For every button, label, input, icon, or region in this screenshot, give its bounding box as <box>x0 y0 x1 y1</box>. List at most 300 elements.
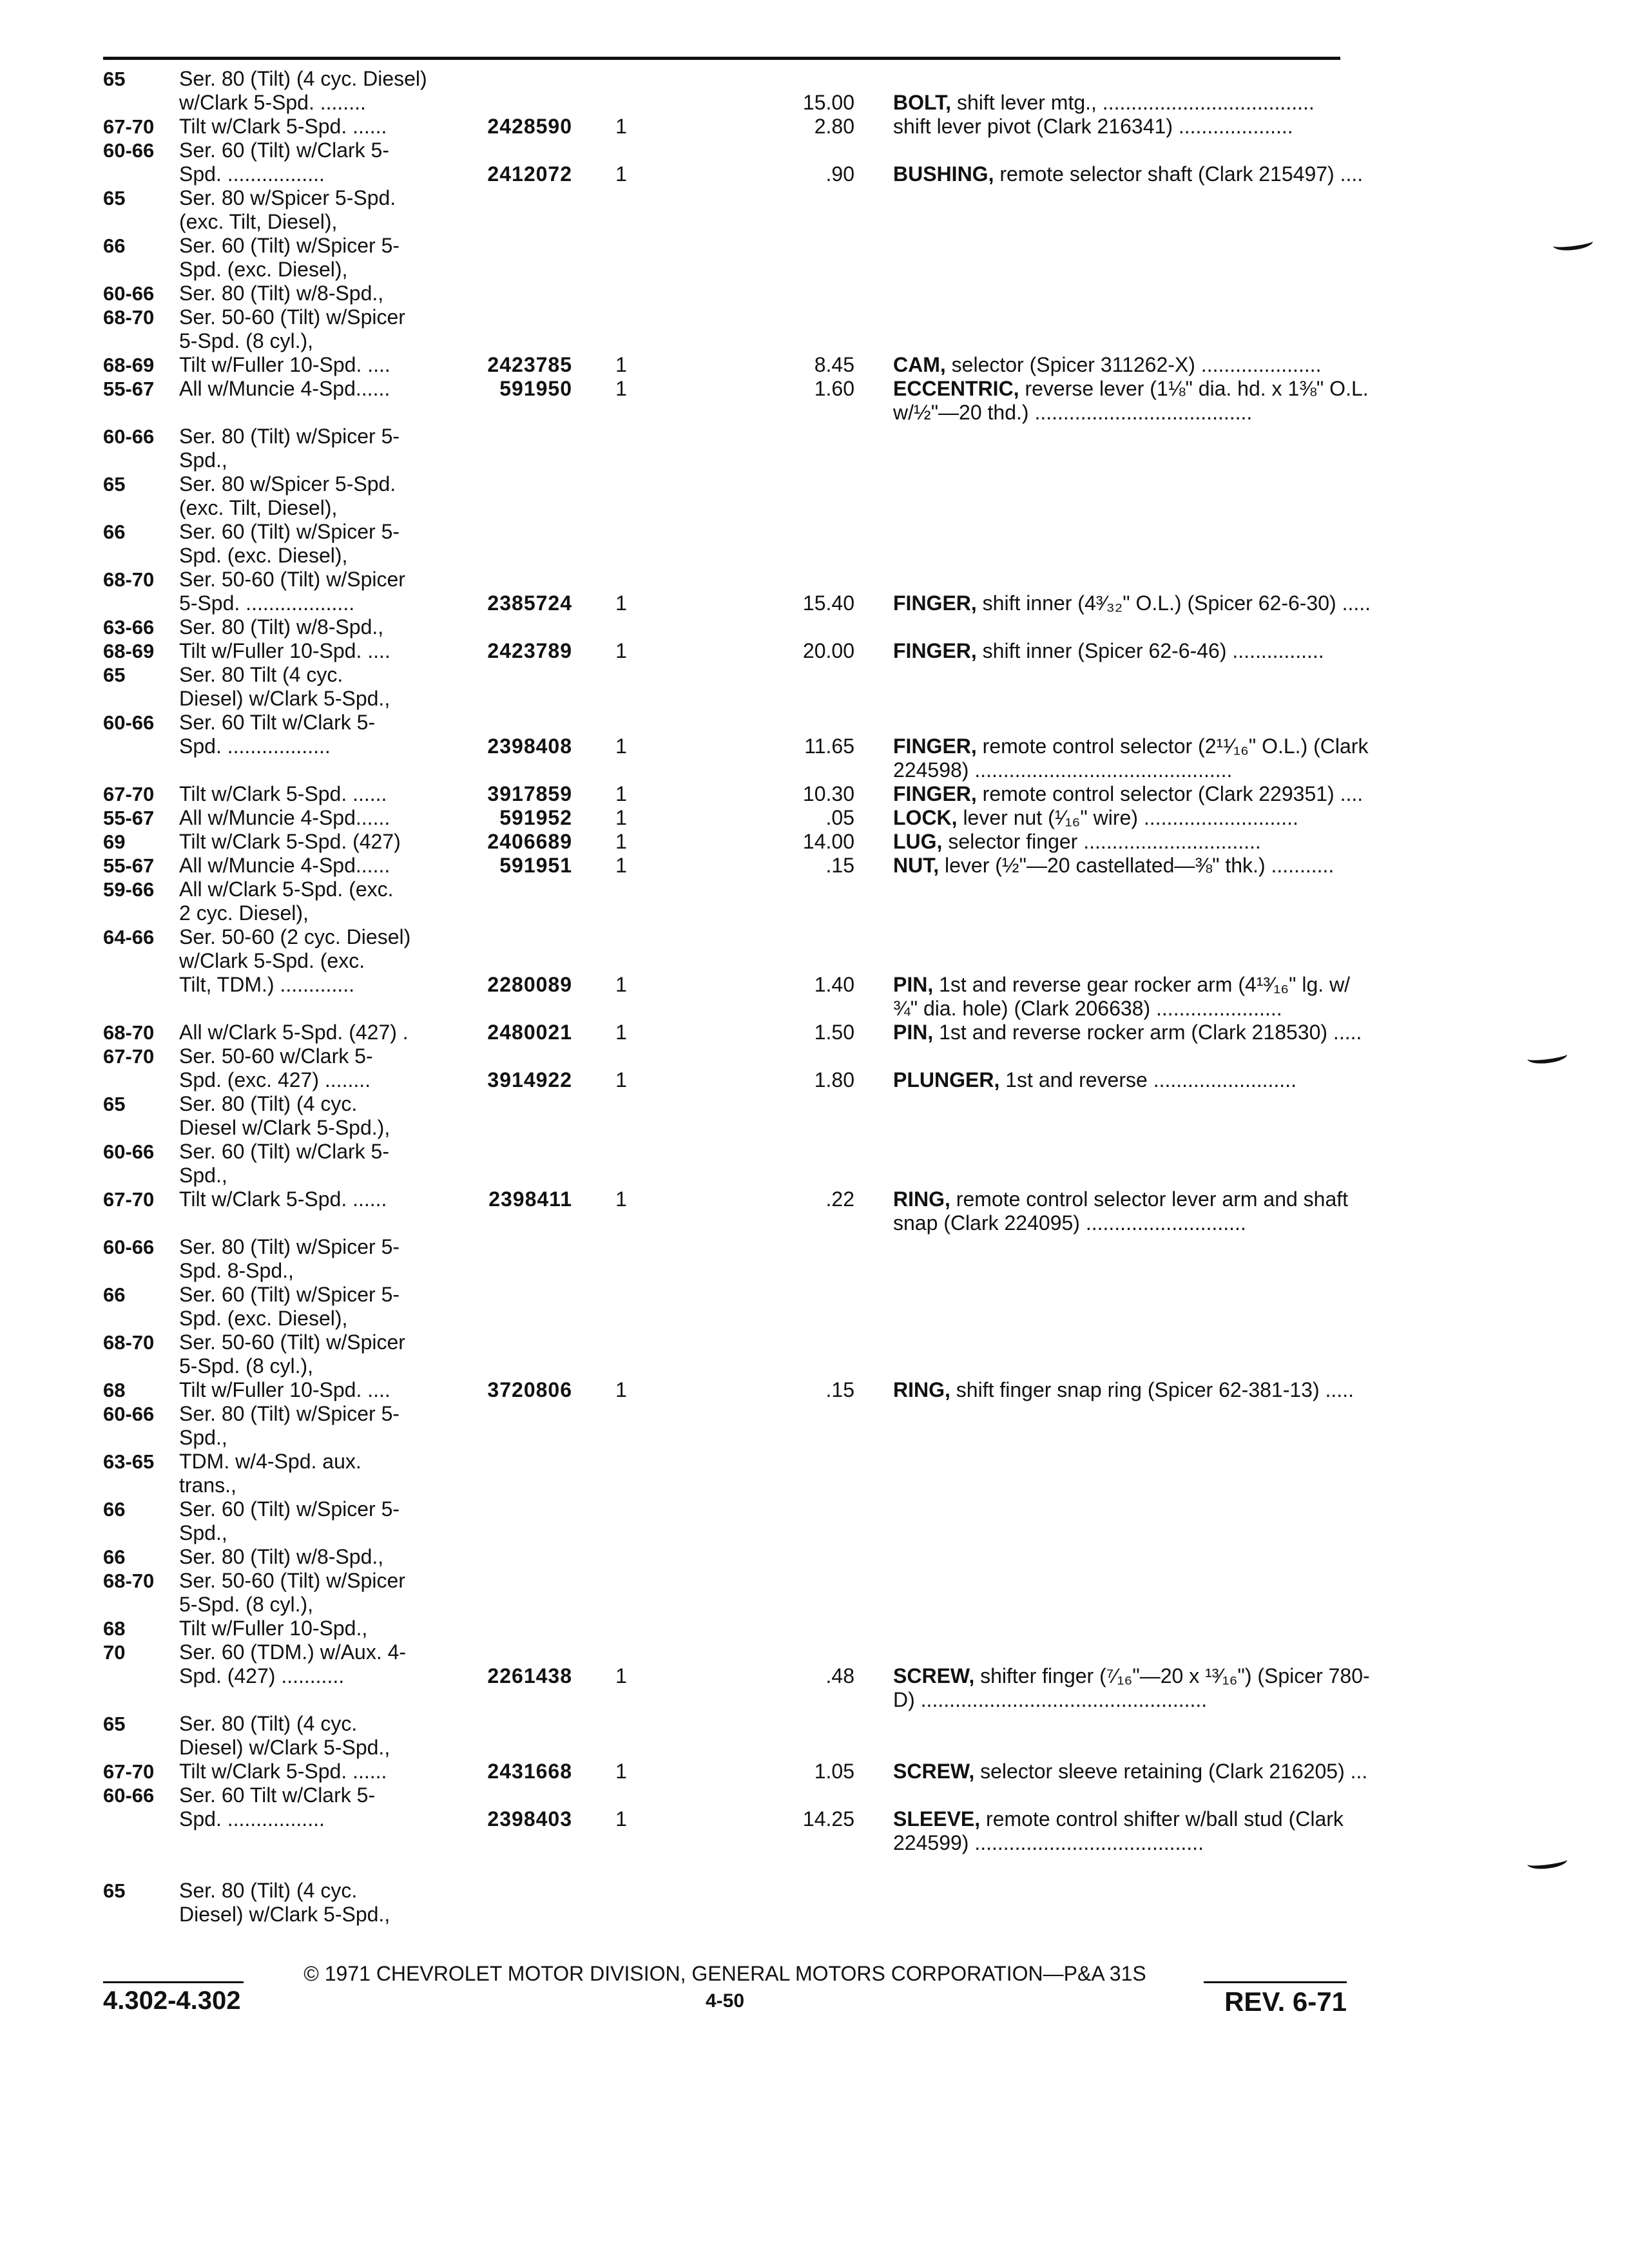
quantity-cell: 1 <box>615 639 627 662</box>
quantity-cell: 1 <box>615 1807 627 1831</box>
table-row <box>103 472 1353 496</box>
part-number-cell: 2398411 <box>488 1187 572 1211</box>
binder-mark <box>1527 1048 1568 1066</box>
description-cell <box>893 1831 1446 1855</box>
application-cell: trans., <box>179 1474 236 1497</box>
application-cell: Tilt w/Fuller 10-Spd. .... <box>179 639 390 662</box>
year-cell: 60-66 <box>103 1784 155 1807</box>
description-cell <box>893 735 1446 758</box>
table-row <box>103 1593 1353 1617</box>
part-description: snap (Clark 224095) ............................ <box>893 1211 1246 1235</box>
quantity-cell: 1 <box>615 1760 627 1783</box>
description-cell <box>893 806 1446 830</box>
part-description: shift lever pivot (Clark 216341) .................... <box>893 115 1293 138</box>
year-cell: 68-70 <box>103 1331 155 1354</box>
description-cell <box>893 353 1446 377</box>
table-row <box>103 1068 1353 1092</box>
part-description: reverse lever (1⅛" dia. hd. x 1⅜" O.L. <box>1019 377 1369 400</box>
application-cell: Ser. 80 (Tilt) w/Spicer 5- <box>179 1402 400 1425</box>
part-number-cell: 2480021 <box>487 1021 572 1044</box>
year-cell: 60-66 <box>103 1236 155 1258</box>
application-cell: Spd. (exc. Diesel), <box>179 1307 348 1330</box>
part-name: RING, <box>893 1187 950 1211</box>
part-description: shift inner (Spicer 62-6-46) ................ <box>976 639 1324 662</box>
year-cell: 68-70 <box>103 306 155 329</box>
application-cell: Ser. 80 (Tilt) w/Spicer 5- <box>179 425 400 448</box>
quantity-cell: 1 <box>615 377 627 400</box>
table-row <box>103 1497 1353 1521</box>
part-number-cell: 2428590 <box>487 115 572 138</box>
table-row <box>103 1879 1353 1903</box>
section-number: 4.302-4.302 <box>103 1986 241 2015</box>
application-cell: Spd., <box>179 1164 227 1187</box>
year-cell: 55-67 <box>103 854 155 877</box>
table-row <box>103 1474 1353 1497</box>
part-name: FINGER, <box>893 735 977 758</box>
part-number-cell: 2261438 <box>487 1664 572 1687</box>
table-row <box>103 1235 1353 1259</box>
table-row <box>103 1831 1353 1855</box>
description-cell <box>893 758 1446 782</box>
quantity-cell: 1 <box>615 1068 627 1091</box>
quantity-cell: 1 <box>615 806 627 829</box>
part-name: FINGER, <box>893 639 977 662</box>
application-cell: Tilt, TDM.) ............. <box>179 973 354 996</box>
part-number-cell: 2385724 <box>487 591 572 615</box>
year-cell: 65 <box>103 68 126 90</box>
year-cell: 70 <box>103 1641 126 1664</box>
year-cell: 65 <box>103 1713 126 1735</box>
table-row <box>103 67 1353 91</box>
application-cell: Ser. 80 (Tilt) (4 cyc. <box>179 1092 358 1115</box>
price-cell: .15 <box>825 1378 854 1401</box>
table-row <box>103 949 1353 973</box>
description-cell <box>893 830 1446 854</box>
binder-mark <box>1552 235 1594 253</box>
application-cell: Ser. 60 (Tilt) w/Spicer 5- <box>179 520 400 543</box>
year-cell: 66 <box>103 1283 126 1306</box>
part-name: SCREW, <box>893 1760 975 1783</box>
table-row <box>103 997 1353 1021</box>
year-cell: 63-65 <box>103 1450 155 1473</box>
table-row <box>103 1211 1353 1235</box>
table-row <box>103 1640 1353 1664</box>
part-name: ECCENTRIC, <box>893 377 1019 400</box>
application-cell: Ser. 80 (Tilt) w/8-Spd., <box>179 1545 384 1568</box>
table-row <box>103 162 1364 186</box>
table-row <box>103 806 1353 830</box>
application-cell: Ser. 80 w/Spicer 5-Spd. <box>179 186 396 209</box>
year-cell: 66 <box>103 235 126 257</box>
year-cell: 67-70 <box>103 1045 155 1068</box>
description-cell <box>893 997 1446 1021</box>
part-name: PIN, <box>893 1021 934 1044</box>
part-name: NUT, <box>893 854 940 877</box>
part-description: 224598) ............................................. <box>893 758 1233 782</box>
year-cell: 68 <box>103 1379 126 1401</box>
application-cell: w/Clark 5-Spd. ........ <box>179 91 366 114</box>
application-cell: Ser. 60 (TDM.) w/Aux. 4- <box>179 1640 407 1664</box>
part-description: remote control shifter w/ball stud (Clark <box>980 1807 1344 1831</box>
application-cell: Diesel w/Clark 5-Spd.), <box>179 1116 390 1139</box>
part-description: selector (Spicer 311262-X) ..................... <box>945 353 1322 376</box>
part-name: BUSHING, <box>893 162 994 186</box>
application-cell: Diesel) w/Clark 5-Spd., <box>179 1736 390 1759</box>
table-row <box>103 973 1353 997</box>
application-cell: Spd. (exc. Diesel), <box>179 258 348 281</box>
year-cell: 67-70 <box>103 1188 155 1211</box>
price-cell: .05 <box>825 806 854 829</box>
page-footer <box>103 1962 1347 2039</box>
table-row <box>103 448 1353 472</box>
parts-list <box>103 67 1371 1927</box>
part-description: ¾" dia. hole) (Clark 206638) ...................... <box>893 997 1282 1020</box>
table-row <box>103 425 1353 448</box>
table-row <box>103 1354 1353 1378</box>
table-row <box>103 1736 1353 1760</box>
quantity-cell: 1 <box>615 735 627 758</box>
application-cell: 5-Spd. ................... <box>179 591 355 615</box>
application-cell: All w/Clark 5-Spd. (exc. <box>179 878 394 901</box>
part-number-cell: 2431668 <box>487 1760 572 1783</box>
application-cell: w/Clark 5-Spd. (exc. <box>179 949 365 972</box>
application-cell: 5-Spd. (8 cyl.), <box>179 1593 314 1616</box>
application-cell: Ser. 60 (Tilt) w/Spicer 5- <box>179 1497 400 1521</box>
description-cell <box>893 401 1446 425</box>
year-cell: 68 <box>103 1617 126 1640</box>
part-name: SCREW, <box>893 1664 975 1687</box>
year-cell: 60-66 <box>103 1140 155 1163</box>
application-cell: All w/Muncie 4-Spd...... <box>179 806 390 829</box>
table-row <box>103 615 1353 639</box>
table-row <box>103 1092 1353 1116</box>
table-row <box>103 1855 1353 1879</box>
part-description: shift finger snap ring (Spicer 62-381-13) ..... <box>950 1378 1354 1401</box>
part-description: remote control selector (2¹¹⁄₁₆" O.L.) (Clark <box>976 735 1369 758</box>
part-number-cell: 2398403 <box>487 1807 572 1831</box>
application-cell: (exc. Tilt, Diesel), <box>179 496 338 519</box>
part-number-cell: 2423789 <box>487 639 572 662</box>
application-cell: Diesel) w/Clark 5-Spd., <box>179 1903 390 1926</box>
part-number-cell: 2280089 <box>487 973 572 996</box>
description-cell <box>893 639 1446 663</box>
table-row <box>103 1283 1353 1307</box>
year-cell: 65 <box>103 1879 126 1902</box>
table-row <box>103 210 1353 234</box>
application-cell: Tilt w/Fuller 10-Spd., <box>179 1617 368 1640</box>
description-cell <box>893 1211 1446 1235</box>
table-row <box>103 115 1353 139</box>
application-cell: Ser. 50-60 (Tilt) w/Spicer <box>179 568 405 591</box>
application-cell: (exc. Tilt, Diesel), <box>179 210 338 233</box>
table-row <box>103 520 1353 544</box>
application-cell: Ser. 80 (Tilt) (4 cyc. <box>179 1712 358 1735</box>
price-cell: 15.00 <box>802 91 854 114</box>
quantity-cell: 1 <box>615 1378 627 1401</box>
price-cell: 1.05 <box>814 1760 854 1783</box>
application-cell: Spd. .................. <box>179 735 331 758</box>
copyright-line: © 1971 CHEVROLET MOTOR DIVISION, GENERAL MOTORS CORPORATION—P&A 31S <box>304 1962 1146 1985</box>
table-row <box>103 91 1353 115</box>
table-row <box>103 1426 1353 1450</box>
quantity-cell: 1 <box>615 782 627 805</box>
year-cell: 60-66 <box>103 139 155 162</box>
year-cell: 68-70 <box>103 1570 155 1592</box>
year-cell: 59-66 <box>103 878 155 901</box>
part-number-cell: 591950 <box>499 377 572 400</box>
year-cell: 65 <box>103 187 126 209</box>
year-cell: 60-66 <box>103 425 155 448</box>
part-description: shift lever mtg., ..................................... <box>951 91 1315 114</box>
application-cell: All w/Muncie 4-Spd...... <box>179 854 390 877</box>
table-row <box>103 1903 1353 1927</box>
part-name: RING, <box>893 1378 950 1401</box>
application-cell: Ser. 80 Tilt (4 cyc. <box>179 663 343 686</box>
price-cell: .22 <box>825 1187 854 1211</box>
binder-mark <box>1527 1853 1568 1871</box>
application-cell: Ser. 50-60 (Tilt) w/Spicer <box>179 1569 405 1592</box>
application-cell: Ser. 80 (Tilt) w/8-Spd., <box>179 615 384 639</box>
year-cell: 67-70 <box>103 115 155 138</box>
year-cell: 65 <box>103 473 126 495</box>
part-description: 1st and reverse ......................... <box>999 1068 1296 1091</box>
description-cell <box>893 1760 1446 1783</box>
part-description: D) .................................................. <box>893 1688 1208 1711</box>
table-row <box>103 568 1353 591</box>
price-cell: 20.00 <box>802 639 854 662</box>
price-cell: 14.00 <box>802 830 854 853</box>
table-row <box>103 1378 1353 1402</box>
year-cell: 65 <box>103 1093 126 1115</box>
application-cell: Ser. 50-60 (Tilt) w/Spicer <box>179 1331 405 1354</box>
part-description: shifter finger (⁷⁄₁₆"—20 x ¹³⁄₁₆") (Spicer 780- <box>974 1664 1370 1687</box>
description-cell <box>893 1807 1446 1831</box>
table-row <box>103 1187 1353 1211</box>
description-cell <box>893 1378 1446 1402</box>
part-number-cell: 3914922 <box>487 1068 572 1091</box>
application-cell: Tilt w/Clark 5-Spd. ...... <box>179 1187 387 1211</box>
year-cell: 68-70 <box>103 568 155 591</box>
table-row <box>103 1545 1353 1569</box>
table-row <box>103 1140 1353 1164</box>
year-cell: 55-67 <box>103 378 155 400</box>
table-row <box>103 591 1371 615</box>
price-cell: 11.65 <box>804 735 854 758</box>
price-cell: 1.60 <box>814 377 854 400</box>
quantity-cell: 1 <box>615 591 627 615</box>
part-number-cell: 591952 <box>499 806 572 829</box>
part-name: BOLT, <box>893 91 952 114</box>
part-number-cell: 3720806 <box>487 1378 572 1401</box>
table-row <box>103 901 1353 925</box>
year-cell: 64-66 <box>103 926 155 948</box>
year-cell: 63-66 <box>103 616 155 639</box>
price-cell: 1.50 <box>814 1021 854 1044</box>
table-row <box>103 878 1353 901</box>
application-cell: Tilt w/Clark 5-Spd. (427) <box>179 830 401 853</box>
part-name: FINGER, <box>893 591 977 615</box>
price-cell: 1.40 <box>814 973 854 996</box>
year-cell: 66 <box>103 521 126 543</box>
year-cell: 60-66 <box>103 711 155 734</box>
year-cell: 68-69 <box>103 640 155 662</box>
part-number-cell: 2412072 <box>487 162 572 186</box>
year-cell: 60-66 <box>103 1403 155 1425</box>
table-row <box>103 758 1353 782</box>
part-description: 1st and reverse rocker arm (Clark 218530) ..... <box>933 1021 1362 1044</box>
table-row <box>103 1807 1353 1831</box>
part-name: LUG, <box>893 830 943 853</box>
description-cell <box>893 1068 1446 1092</box>
application-cell: Ser. 60 Tilt w/Clark 5- <box>179 711 376 734</box>
application-cell: Spd. (exc. 427) ........ <box>179 1068 371 1091</box>
quantity-cell: 1 <box>615 1664 627 1687</box>
part-number-cell: 591951 <box>499 854 572 877</box>
application-cell: Tilt w/Clark 5-Spd. ...... <box>179 782 387 805</box>
table-row <box>103 687 1353 711</box>
table-row <box>103 711 1353 735</box>
description-cell <box>893 973 1446 997</box>
year-cell: 60-66 <box>103 282 155 305</box>
table-row <box>103 377 1369 401</box>
table-row <box>103 1521 1353 1545</box>
part-description: remote selector shaft (Clark 215497) .... <box>994 162 1364 186</box>
table-row <box>103 1164 1353 1187</box>
application-cell: Ser. 80 (Tilt) (4 cyc. <box>179 1879 358 1902</box>
description-cell <box>893 91 1446 115</box>
year-cell: 55-67 <box>103 807 155 829</box>
application-cell: 5-Spd. (8 cyl.), <box>179 329 314 352</box>
part-number-cell: 3917859 <box>487 782 572 805</box>
table-row <box>103 925 1353 949</box>
part-description: selector sleeve retaining (Clark 216205) ... <box>974 1760 1368 1783</box>
table-row <box>103 305 1353 329</box>
price-cell: .48 <box>825 1664 854 1687</box>
table-row <box>103 1664 1370 1688</box>
table-row <box>103 1712 1353 1736</box>
application-cell: Spd., <box>179 448 227 472</box>
table-row <box>103 854 1353 878</box>
price-cell: 8.45 <box>814 353 854 376</box>
table-row <box>103 353 1353 377</box>
application-cell: Ser. 50-60 (2 cyc. Diesel) <box>179 925 411 948</box>
quantity-cell: 1 <box>615 830 627 853</box>
part-description: 1st and reverse gear rocker arm (4¹³⁄₁₆" lg. w/ <box>933 973 1351 996</box>
quantity-cell: 1 <box>615 1021 627 1044</box>
table-row <box>103 1450 1353 1474</box>
application-cell: Tilt w/Fuller 10-Spd. .... <box>179 1378 390 1401</box>
table-row <box>103 1783 1353 1807</box>
table-row <box>103 1021 1362 1044</box>
year-cell: 68-70 <box>103 1021 155 1044</box>
application-cell: Spd., <box>179 1521 227 1544</box>
description-cell <box>893 591 1446 615</box>
application-cell: Spd. ................. <box>179 162 325 186</box>
part-name: PIN, <box>893 973 934 996</box>
price-cell: .15 <box>825 854 854 877</box>
description-cell <box>893 377 1446 401</box>
part-name: PLUNGER, <box>893 1068 1000 1091</box>
application-cell: Spd. (427) ........... <box>179 1664 345 1687</box>
part-name: LOCK, <box>893 806 958 829</box>
top-rule <box>103 57 1340 60</box>
table-row <box>103 1259 1353 1283</box>
application-cell: 5-Spd. (8 cyl.), <box>179 1354 314 1378</box>
table-row <box>103 639 1353 663</box>
part-description: remote control selector (Clark 229351) .... <box>976 782 1364 805</box>
application-cell: 2 cyc. Diesel), <box>179 901 309 925</box>
description-cell <box>893 1688 1446 1712</box>
description-cell <box>893 1021 1446 1044</box>
table-row <box>103 329 1353 353</box>
part-name: CAM, <box>893 353 946 376</box>
application-cell: Spd. 8-Spd., <box>179 1259 294 1282</box>
part-description: lever nut (¹⁄₁₆" wire) ........................... <box>957 806 1298 829</box>
quantity-cell: 1 <box>615 1187 627 1211</box>
year-cell: 67-70 <box>103 1760 155 1783</box>
table-row <box>103 735 1369 758</box>
price-cell: .90 <box>825 162 854 186</box>
quantity-cell: 1 <box>615 353 627 376</box>
table-row <box>103 830 1353 854</box>
description-cell <box>893 854 1446 878</box>
year-cell: 67-70 <box>103 783 155 805</box>
year-cell: 66 <box>103 1546 126 1568</box>
part-description: selector finger ............................... <box>942 830 1261 853</box>
price-cell: 2.80 <box>814 115 854 138</box>
table-row <box>103 1760 1368 1783</box>
table-row <box>103 1044 1353 1068</box>
application-cell: All w/Muncie 4-Spd...... <box>179 377 390 400</box>
application-cell: Spd. (exc. Diesel), <box>179 544 348 567</box>
application-cell: Tilt w/Fuller 10-Spd. .... <box>179 353 390 376</box>
table-row <box>103 782 1364 806</box>
table-row <box>103 1617 1353 1640</box>
application-cell: Ser. 60 (Tilt) w/Spicer 5- <box>179 1283 400 1306</box>
year-cell: 69 <box>103 831 126 853</box>
application-cell: TDM. w/4-Spd. aux. <box>179 1450 361 1473</box>
table-row <box>103 186 1353 210</box>
price-cell: 15.40 <box>802 591 854 615</box>
table-row <box>103 1331 1353 1354</box>
table-row <box>103 139 1353 162</box>
application-cell: All w/Clark 5-Spd. (427) . <box>179 1021 409 1044</box>
application-cell: Ser. 50-60 w/Clark 5- <box>179 1044 373 1068</box>
table-row <box>103 1116 1353 1140</box>
price-cell: 1.80 <box>814 1068 854 1091</box>
quantity-cell: 1 <box>615 115 627 138</box>
description-cell <box>893 115 1446 139</box>
application-cell: Ser. 60 (Tilt) w/Clark 5- <box>179 139 389 162</box>
application-cell: Ser. 80 (Tilt) w/8-Spd., <box>179 282 384 305</box>
part-description: remote control selector lever arm and shaft <box>950 1187 1349 1211</box>
application-cell: Ser. 50-60 (Tilt) w/Spicer <box>179 305 405 329</box>
application-cell: Ser. 80 (Tilt) (4 cyc. Diesel) <box>179 67 427 90</box>
table-row <box>103 258 1353 282</box>
year-cell: 68-69 <box>103 354 155 376</box>
description-cell <box>893 1187 1446 1211</box>
table-row <box>103 234 1353 258</box>
quantity-cell: 1 <box>615 854 627 877</box>
table-row <box>103 663 1353 687</box>
part-number-cell: 2398408 <box>487 735 572 758</box>
part-description: w/½"—20 thd.) ...................................... <box>893 401 1253 424</box>
application-cell: Ser. 60 (Tilt) w/Clark 5- <box>179 1140 389 1163</box>
description-cell <box>893 162 1446 186</box>
part-name: SLEEVE, <box>893 1807 981 1831</box>
application-cell: Ser. 80 w/Spicer 5-Spd. <box>179 472 396 495</box>
part-description: 224599) ........................................ <box>893 1831 1204 1854</box>
